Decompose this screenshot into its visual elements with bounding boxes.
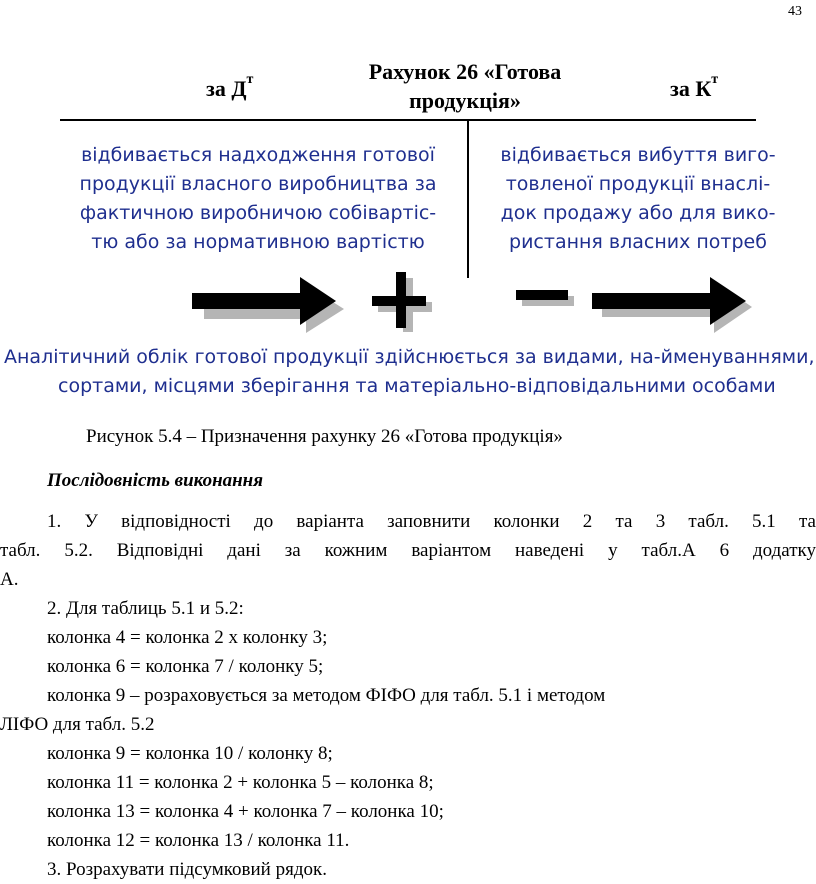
paragraph-1-line2: табл. 5.2. Відповідні дані за кожним варіантом наведені у табл.А 6 додатку xyxy=(0,540,816,561)
paragraph-2: 2. Для таблиць 5.1 и 5.2: xyxy=(47,598,244,619)
t-account-horizontal-line xyxy=(60,119,756,121)
paragraph-1-line3: А. xyxy=(0,569,19,590)
formula-line: колонка 9 = колонка 10 / колонку 8; xyxy=(47,743,333,764)
debit-description xyxy=(58,141,458,257)
credit-label-text: за К xyxy=(670,76,712,101)
formula-line-continuation: ЛІФО для табл. 5.2 xyxy=(0,714,155,735)
credit-description xyxy=(488,141,788,257)
account-title-line2: продукція» xyxy=(409,88,521,113)
formula-line: колонка 6 = колонка 7 / колонку 5; xyxy=(47,656,324,677)
debit-description-line: відбивається надходження готової xyxy=(81,144,435,166)
debit-description-line: фактичною виробничою собівартіс- xyxy=(79,202,437,224)
credit-label xyxy=(670,72,719,102)
right-arrow-icon xyxy=(592,275,752,327)
analytic-note xyxy=(0,343,816,401)
credit-description-line: ристання власних потреб xyxy=(509,231,767,253)
page-number: 43 xyxy=(788,4,802,19)
debit-description-line: тю або за нормативною вартістю xyxy=(91,231,425,253)
analytic-note-line1: Аналітичний облік готової продукції здійснюється за видами, на-йменуваннями, xyxy=(4,346,815,368)
credit-description-line: док продажу або для вико- xyxy=(500,202,776,224)
plus-icon xyxy=(370,272,432,332)
debit-label xyxy=(206,72,254,102)
minus-icon xyxy=(516,288,576,310)
debit-label-sup: т xyxy=(246,72,254,87)
formula-line: колонка 12 = колонка 13 / колонка 11. xyxy=(47,830,350,851)
formula-line: колонка 13 = колонка 4 + колонка 7 – колонка 10; xyxy=(47,801,444,822)
formula-line: колонка 9 – розраховується за методом ФІФО для табл. 5.1 і методом xyxy=(47,685,606,706)
formula-line: колонка 11 = колонка 2 + колонка 5 – колонка 8; xyxy=(47,772,434,793)
figure-caption: Рисунок 5.4 – Призначення рахунку 26 «Готова продукція» xyxy=(86,426,563,447)
body-text xyxy=(0,507,816,884)
credit-description-line: товленої продукції внаслі- xyxy=(505,173,771,195)
credit-description-line: відбивається вибуття виго- xyxy=(500,144,776,166)
account-title-line1: Рахунок 26 «Готова xyxy=(368,59,562,84)
paragraph-3: 3. Розрахувати підсумковий рядок. xyxy=(47,859,327,880)
left-arrow-icon xyxy=(192,275,342,327)
formula-line: колонка 4 = колонка 2 х колонку 3; xyxy=(47,627,328,648)
credit-label-sup: т xyxy=(711,72,719,87)
paragraph-1-line1: 1. У відповідності до варіанта заповнити колонки 2 та 3 табл. 5.1 та xyxy=(47,511,816,532)
debit-label-text: за Д xyxy=(206,76,247,101)
t-account-vertical-line xyxy=(467,121,469,278)
analytic-note-line2: сортами, місцями зберігання та матеріально-відповідальними особами xyxy=(58,375,776,397)
section-heading: Послідовність виконання xyxy=(47,470,264,491)
account-title xyxy=(330,57,600,115)
debit-description-line: продукції власного виробництва за xyxy=(79,173,437,195)
